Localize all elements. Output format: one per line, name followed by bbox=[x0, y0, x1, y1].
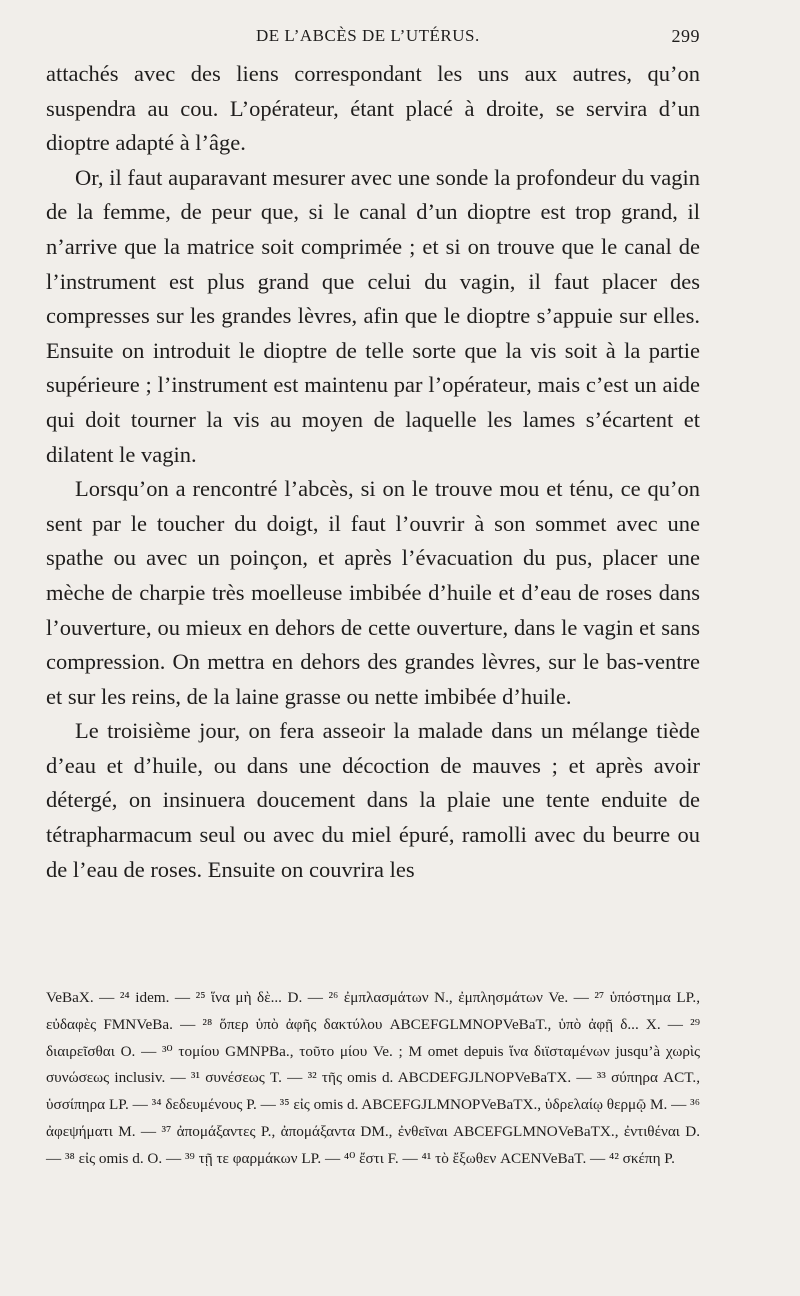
footnotes bbox=[46, 985, 700, 1173]
paragraph-continuation: attachés avec des liens correspondant les uns aux autres, qu’on suspendra au cou. L’opérateur, étant placé à droite, se servira d’un dioptre adapté à l’âge. bbox=[46, 61, 700, 156]
running-title: DE L’ABCÈS DE L’UTÉRUS. bbox=[256, 26, 480, 45]
paragraph: Le troisième jour, on fera asseoir la malade dans un mélange tiède d’eau et d’huile, ou dans une décoction de mauves ; et après avoir détergé, on insinuera doucement dans la plaie une tente enduite de tétrapharmacum seul ou avec du miel épuré, ramolli avec du beurre ou de l’eau de roses. Ensuite on couvrira les bbox=[46, 718, 700, 882]
paragraph: Or, il faut auparavant mesurer avec une sonde la profondeur du vagin de la femme, de peur que, si le canal d’un dioptre est trop grand, il n’arrive que la matrice soit comprimée ; et si on trouve que le canal de l’instrument est plus grand que celui du vagin, il faut placer des compresses sur les grandes lèvres, afin que le dioptre s’appuie sur elles. Ensuite on introduit le dioptre de telle sorte que la vis soit à la partie supérieure ; l’instrument est maintenu par l’opérateur, mais c’est un aide qui doit tourner la vis au moyen de laquelle les lames s’écartent et dilatent le vagin. bbox=[46, 164, 700, 467]
footnote-text: VeBaX. — ²⁴ idem. — ²⁵ ἵνα μὴ δὲ... D. — ²⁶ ἐμπλασμάτων N., ἐμπλησμάτων Ve. — ²⁷ ὑπόστημα LP., εὐδαφὲς FMNVeBa. — ²⁸ ὅπερ ὑπὸ ἀφῆς δακτύλου ABCEFGLMNOPVeBaT., ὑπὸ ἀφῇ δ... X. — ²⁹ διαιρεῖσθαι O. — ³⁰ τομίου GMNPBa., τοῦτο μίου Ve. ; M omet depuis ἵνα διϊσταμένων jusqu’à χωρὶς συνώσεως inclusiv. — ³¹ συνέσεως T. — ³² τῆς omis d. ABCDEFGJLNOPVeBaTX. — ³³ σύπηρα ACT., ὑσσίπηρα LP. — ³⁴ δεδευμένους P. — ³⁵ εἰς omis d. ABCEFGJLMNOPVeBaTX., ὑδρελαίῳ θερμῷ M. — ³⁶ ἀφεψήματι M. — ³⁷ ἀπομάξαντες P., ἀπομάξαντα DM., ἐνθεῖναι ABCEFGLMNOVeBaTX., ἐντιθέναι D. — ³⁸ εἰς omis d. O. — ³⁹ τῇ τε φαρμάκων LP. — ⁴⁰ ἔστι F. — ⁴¹ τὸ ἔξωθεν ACENVeBaT. — ⁴² σκέπη P. bbox=[46, 989, 700, 1167]
body-text bbox=[46, 57, 700, 887]
paragraph: Lorsqu’on a rencontré l’abcès, si on le trouve mou et ténu, ce qu’on sent par le toucher du doigt, il faut l’ouvrir à son sommet avec une spathe ou avec un poinçon, et après l’évacuation du pus, placer une mèche de charpie très moelleuse imbibée d’huile et d’eau de roses dans l’ouverture, ou mieux en dehors de cette ouverture, dans le vagin et sans compression. On mettra en dehors des grandes lèvres, sur le bas-ventre et sur les reins, de la laine grasse ou nette imbibée d’huile. bbox=[46, 476, 700, 709]
page-number: 299 bbox=[671, 26, 700, 46]
page-header bbox=[46, 22, 700, 48]
